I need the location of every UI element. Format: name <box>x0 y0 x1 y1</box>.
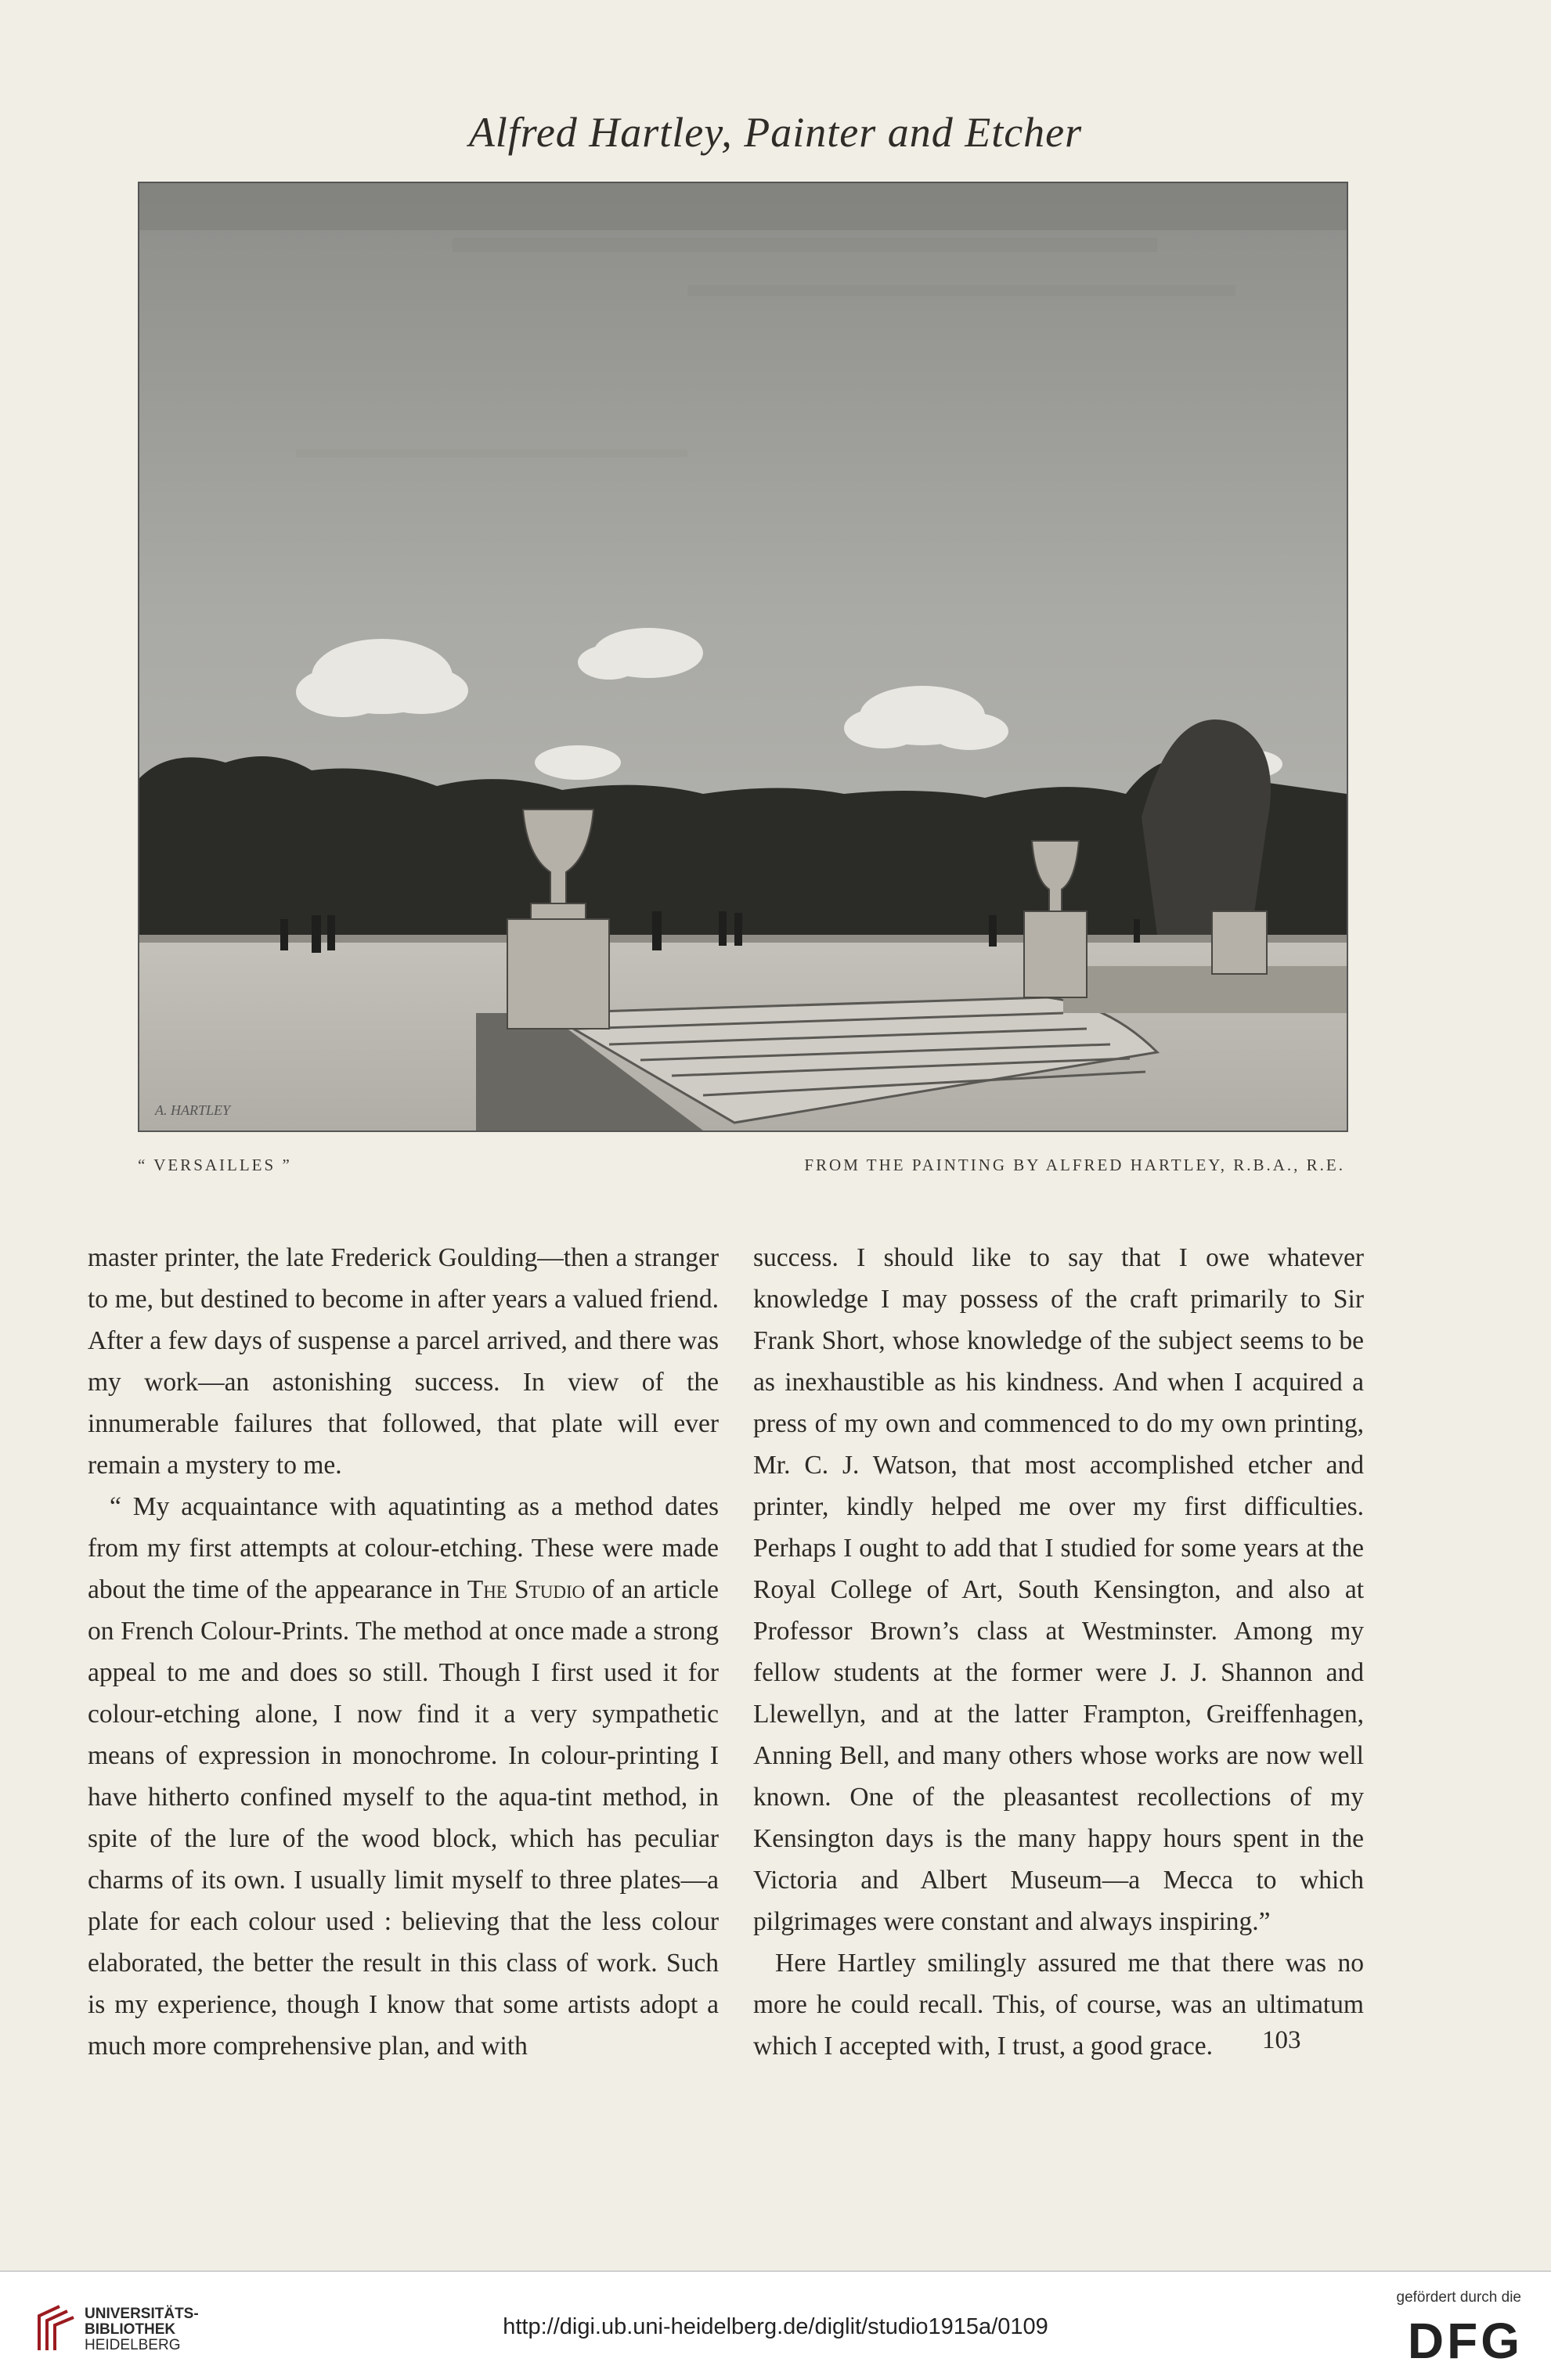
dfg-logo: DFG <box>1407 2313 1523 2369</box>
painting-signature: A. HARTLEY <box>155 1102 231 1118</box>
painting-plate <box>138 182 1348 1132</box>
painting-image <box>139 183 1347 1130</box>
right-paragraph-1: success. I should like to say that I owe whatever knowledge I may possess of the craft primarily to Sir Frank Short, whose knowledge of the subject seems to be as inexhaustible as his kindness. And when I acquired a press of my own and commenced to do my own printing, Mr. C. J. Watson, that most accomplished etcher and printer, kindly helped me over my first difficulties. Perhaps I ought to add that I studied for some years at the Royal College of Art, South Kensington, and also at Professor Brown’s class at Westminster. Among my fellow students at the former were J. J. Shannon and Llewellyn, and at the latter Frampton, Greiffenhagen, Anning Bell, and many others whose works are now well known. One of the pleasantest recollections of my Kensington days is the many happy hours spent in the Victoria and Albert Museum—a Mecca to which pilgrimages were constant and always inspiring.” <box>753 1243 1364 1936</box>
caption-title: “ VERSAILLES ” <box>138 1156 292 1174</box>
library-name-line-3: HEIDELBERG <box>85 2337 181 2353</box>
left-paragraph-2-part-b: of an article on French Colour-Prints. The method at once made a strong appeal to me and does so still. Though I first used it for colour-etching alone, I now find it a very sympathetic means of expression in monochrome. In colour-printing I have hitherto confined myself to the aqua-tint method, in spite of the lure of the wood block, which has peculiar charms of its own. I usually limit myself to three plates—a plate for each colour used : believing that the less colour elaborated, the better the result in this class of work. Such is my experience, though I know that some artists adopt a much more comprehensive plan, and with <box>88 1575 719 2061</box>
page-number: 103 <box>1262 2026 1301 2054</box>
library-name-line-2: BIBLIOTHEK <box>85 2321 176 2338</box>
left-column <box>88 1237 719 2067</box>
the-studio-title: The Studio <box>467 1575 586 1604</box>
digitization-footer <box>0 2270 1551 2380</box>
running-head: Alfred Hartley, Painter and Etcher <box>468 109 1083 156</box>
left-paragraph-1: master printer, the late Frederick Goulding—then a stranger to me, but destined to become in after years a valued friend. After a few days of suspense a parcel arrived, and there was my work—an astonishing success. In view of the innumerable failures that followed, that plate will ever remain a mystery to me. <box>88 1243 719 1480</box>
caption-credit: FROM THE PAINTING BY ALFRED HARTLEY, R.B.A., R.E. <box>804 1156 1345 1174</box>
left-paragraph-2-part-a: “ My acquaintance with aquatinting as a method dates from my first attempts at colour-etching. These were made about the time of the appearance in <box>88 1492 719 1604</box>
right-paragraph-2: Here Hartley smilingly assured me that there was no more he could recall. This, of course, was an ultimatum which I accepted with, I trust, a good grace. <box>753 1949 1364 2061</box>
right-column <box>753 1237 1364 2067</box>
funded-by-label: gefördert durch die <box>1396 2289 1521 2306</box>
permalink-url[interactable]: http://digi.ub.uni-heidelberg.de/diglit/studio1915a/0109 <box>503 2314 1048 2339</box>
left-paragraph-2 <box>88 1486 719 2067</box>
library-name-line-1: UNIVERSITÄTS- <box>85 2306 199 2322</box>
